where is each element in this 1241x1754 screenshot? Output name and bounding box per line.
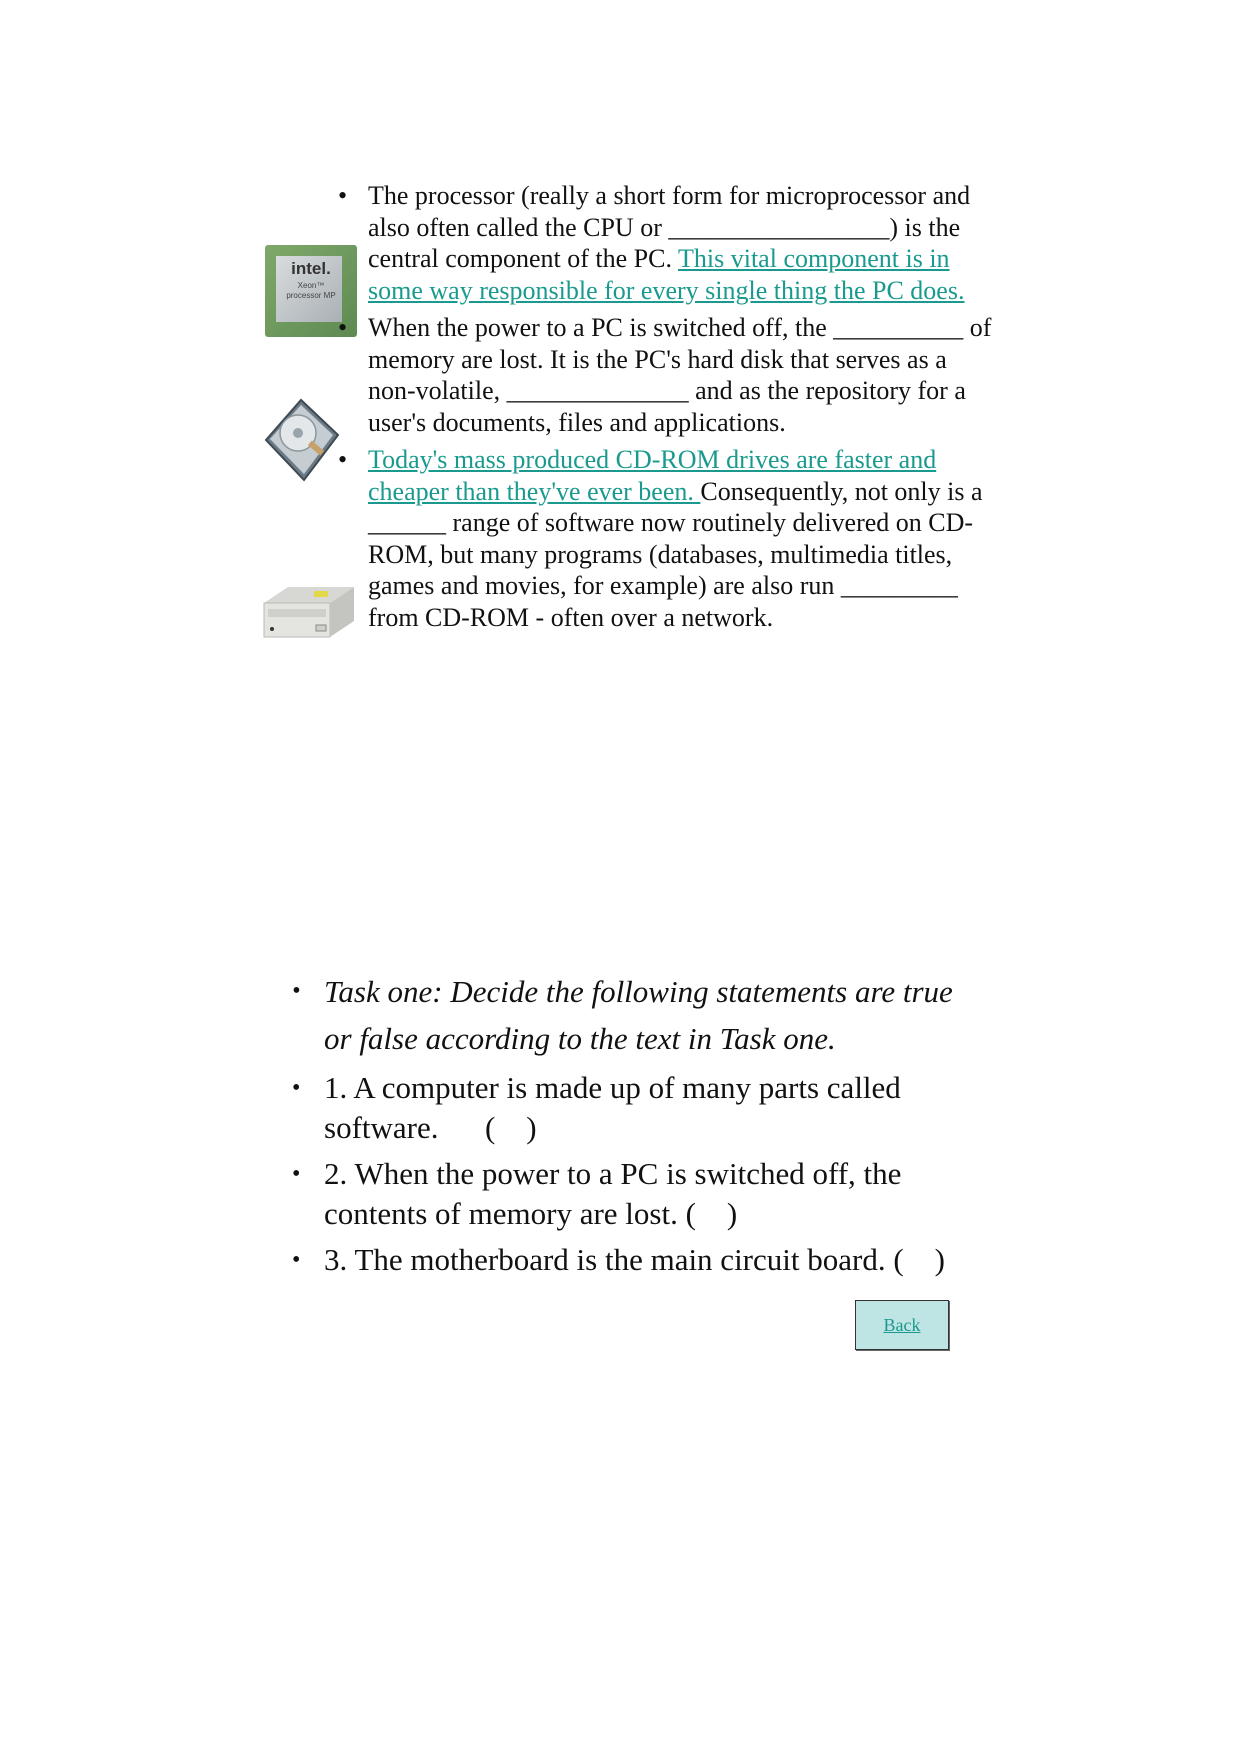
cdrom-text: Consequently, not only is a ______ range of software now routinely delivered on CD-ROM, but many programs (databases, multimedia titles, games and movies, for example) are also run _________ from CD-ROM - often over a network. [368, 476, 983, 632]
xeon-label: Xeon™ processor MP [286, 281, 336, 300]
list-item-cdrom [338, 444, 998, 633]
bullet: • [338, 181, 348, 210]
bullet: • [338, 313, 348, 342]
memory-text: When the power to a PC is switched off, the __________ of memory are lost. It is the PC's hard disk that serves as a non-volatile, ______________ and as the repository for a user's documents, files and applications. [368, 313, 992, 437]
hard-disk-image [256, 395, 346, 485]
bullet: • [292, 1161, 301, 1187]
task-section [292, 968, 972, 1286]
statement-item [292, 1068, 972, 1148]
passage-list [338, 180, 998, 633]
bullet: • [292, 1247, 301, 1273]
bullet: • [338, 445, 348, 474]
list-item-memory [338, 312, 998, 438]
task-list [292, 968, 972, 1280]
intel-logo-text: intel. [291, 259, 331, 278]
statement-item [292, 1240, 972, 1280]
list-item-processor [338, 180, 998, 306]
back-button[interactable] [855, 1300, 949, 1350]
bullet: • [292, 1075, 301, 1101]
reading-passage [338, 180, 998, 639]
task-instruction [292, 968, 972, 1062]
task-text: Task one: Decide the following statements are true or false according to the text in Task one. [324, 974, 953, 1056]
processor-text: The processor (really a short form for microprocessor and also often called the CPU or _________________) is the central component of the PC. [368, 181, 971, 273]
statement-text: 1. A computer is made up of many parts called software. ( ) [324, 1070, 901, 1145]
bullet: • [292, 978, 301, 1004]
back-link[interactable]: Back [883, 1314, 921, 1335]
statement-text: 2. When the power to a PC is switched off, the contents of memory are lost. ( ) [324, 1156, 902, 1231]
statement-text: 3. The motherboard is the main circuit board. ( ) [324, 1242, 945, 1277]
processor-link[interactable]: This vital component is in some way responsible for every single thing the PC does. [368, 244, 965, 305]
statement-item [292, 1154, 972, 1234]
cdrom-link[interactable]: Today's mass produced CD-ROM drives are faster and cheaper than they've ever been. [368, 445, 937, 506]
